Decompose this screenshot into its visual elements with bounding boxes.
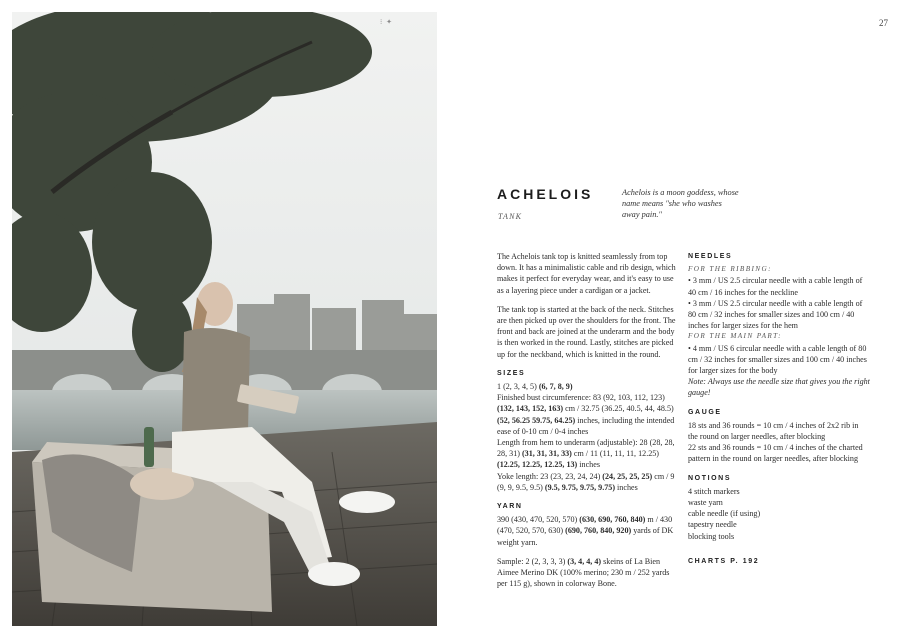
- notion-item: tapestry needle: [688, 520, 737, 530]
- main-part-label: FOR THE MAIN PART:: [688, 332, 782, 341]
- gauge-line: 22 sts and 36 rounds = 10 cm / 4 inches of the charted pattern in the round on larger needles, after blocking: [688, 443, 863, 464]
- gauge-line: 18 sts and 36 rounds = 10 cm / 4 inches of 2x2 rib in the round on larger needles, after blocking: [688, 420, 859, 442]
- notions-heading: NOTIONS: [688, 474, 732, 482]
- sizes-list: 1 (2, 3, 4, 5) (6, 7, 8, 9): [497, 382, 573, 392]
- length-hem-underarm: Length from hem to underarm (adjustable): 28 (28, 28, 28, 31) (31, 31, 31, 33) cm / 11 (11, 11, 11, 12.25) (12.25, 12.25, 12.25, 13) inches: [497, 438, 675, 470]
- charts-reference: CHARTS P. 192: [688, 557, 760, 565]
- page-number: 27: [879, 18, 888, 28]
- right-column: [688, 251, 870, 569]
- pattern-subtitle: TANK: [498, 212, 523, 221]
- yarn-heading: YARN: [497, 503, 523, 511]
- needle-note: Note: Always use the needle size that gives you the right gauge!: [688, 377, 870, 398]
- notion-item: waste yarn: [688, 498, 723, 508]
- gauge-heading: GAUGE: [688, 408, 722, 416]
- needles-heading: NEEDLES: [688, 253, 733, 260]
- yoke-length: Yoke length: 23 (23, 23, 24, 24) (24, 25, 25, 25) cm / 9 (9, 9, 9.5, 9.5) (9.5, 9.75, 9.75, 9.75) inches: [497, 471, 675, 492]
- notions-list: [688, 486, 870, 542]
- intro-paragraph: The Achelois tank top is knitted seamlessly from top down. It has a minimalistic cable and rib design, which makes it perfect for everyday wear, and it's easy to use as a layering piece under a cardigan or a jacket.: [497, 252, 676, 295]
- notion-item: 4 stitch markers: [688, 486, 740, 496]
- notion-item: blocking tools: [688, 531, 735, 541]
- left-column: [497, 251, 677, 597]
- notion-item: cable needle (if using): [688, 509, 761, 519]
- needle-item: • 3 mm / US 2.5 circular needle with a cable length of 40 cm / 16 inches for the neckline: [688, 276, 863, 297]
- ribbing-label: FOR THE RIBBING:: [688, 265, 772, 274]
- cover-photo: [12, 12, 437, 626]
- pattern-quote: Achelois is a moon goddess, whose name means "she who washes away pain.": [622, 188, 739, 219]
- needle-item: • 3 mm / US 2.5 circular needle with a cable length of 80 cm / 32 inches for smaller sizes and 100 cm / 40 inches for larger sizes for the hem: [688, 298, 863, 331]
- photo-illustration: [12, 12, 437, 626]
- yarn-sample: Sample: 2 (2, 3, 3, 3) (3, 4, 4, 4) skeins of La Bien Aimee Merino DK (100% merino; 230 m / 252 yards per 115 g), shown in colorway Bone.: [497, 556, 670, 589]
- intro-paragraph: The tank top is started at the back of the neck. Stitches are then picked up over the shoulders for the front. The front and back are joined at the underarm and the body is then worked in the round. Lastly, stitches are picked up for the neckband, which is knitted in the round.: [497, 304, 676, 359]
- needle-item: • 4 mm / US 6 circular needle with a cable length of 80 cm / 32 inches for smaller sizes and 100 cm / 40 inches for larger sizes for the body: [688, 343, 867, 376]
- photo-mark: ⁝ ✦: [380, 19, 394, 26]
- bust-circumference: Finished bust circumference: 83 (92, 103, 112, 123) (132, 143, 152, 163) cm / 32.75 (36.25, 40.5, 44, 48.5) (52, 56.25 59.75, 64.25) inches, including the intended ease of 0-10 cm / 0-4 inches: [497, 393, 675, 436]
- yarn-amount: 390 (430, 470, 520, 570) (630, 690, 760, 840) m / 430 (470, 520, 570, 630) (690, 760, 840, 920) yards of DK weight yarn.: [497, 515, 674, 547]
- sizes-heading: SIZES: [497, 369, 526, 377]
- pattern-title: ACHELOIS: [497, 186, 594, 202]
